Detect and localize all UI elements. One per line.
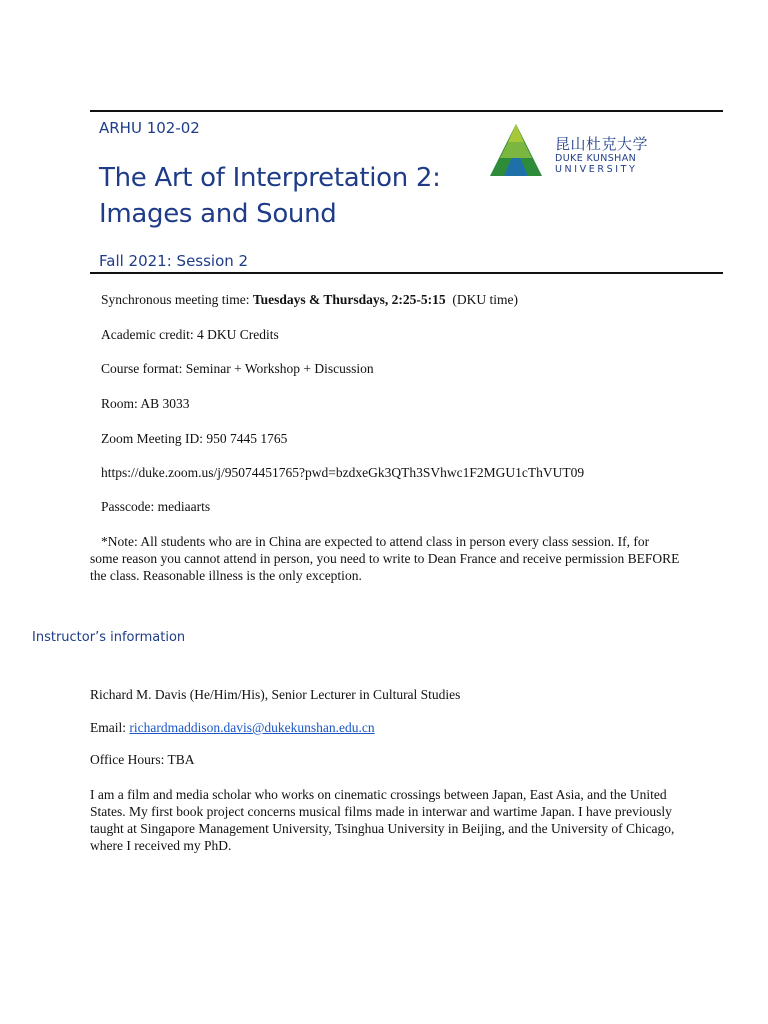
title-line-2: Images and Sound: [99, 199, 337, 229]
instructor-section-title: Instructor’s information: [32, 630, 186, 645]
title-line-1: The Art of Interpretation 2:: [99, 163, 441, 193]
course-code: ARHU 102-02: [99, 119, 200, 137]
meeting-time-line: [101, 292, 518, 308]
passcode: Passcode: mediaarts: [101, 499, 211, 514]
logo-chinese-name: 昆山杜克大学: [555, 135, 649, 153]
header-rule: [90, 272, 723, 274]
academic-credit: Academic credit: 4 DKU Credits: [101, 327, 279, 342]
instructor-name: Richard M. Davis (He/Him/His), Senior Lecturer in Cultural Studies: [90, 687, 461, 702]
attendance-note: *Note: All students who are in China are expected to attend class in person every class session. If, for some reason you cannot attend in person, you need to write to Dean France and receive permission BEFORE the class. Reasonable illness is the only exception.: [90, 534, 680, 583]
room: Room: AB 3033: [101, 396, 190, 411]
logo-english-line-2: UNIVERSITY: [555, 164, 638, 175]
email-link[interactable]: richardmaddison.davis@dukekunshan.edu.cn: [129, 720, 375, 735]
instructor-bio: I am a film and media scholar who works on cinematic crossings between Japan, East Asia, and the United States. My first book project concerns musical films made in interwar and wartime Japan. I have previously taught at Singapore Management University, Tsinghua University in Beijing, and the University of Chicago, where I received my PhD.: [90, 787, 675, 853]
email-label: Email:: [90, 720, 130, 735]
zoom-url[interactable]: https://duke.zoom.us/j/95074451765?pwd=bzdxeGk3QTh3SVhwc1F2MGU1cThVUT09: [101, 465, 585, 480]
email-line: [90, 720, 375, 736]
meeting-label: Synchronous meeting time:: [101, 292, 253, 307]
office-hours: Office Hours: TBA: [90, 752, 195, 767]
meeting-suffix: (DKU time): [445, 292, 519, 307]
course-format: Course format: Seminar + Workshop + Discussion: [101, 361, 374, 376]
page-title: [99, 160, 441, 232]
term-label: Fall 2021: Session 2: [99, 252, 249, 270]
zoom-meeting-id: Zoom Meeting ID: 950 7445 1765: [101, 431, 288, 446]
logo-english-line-1: DUKE KUNSHAN: [555, 153, 637, 164]
meeting-time: Tuesdays & Thursdays, 2:25-5:15: [252, 292, 446, 307]
